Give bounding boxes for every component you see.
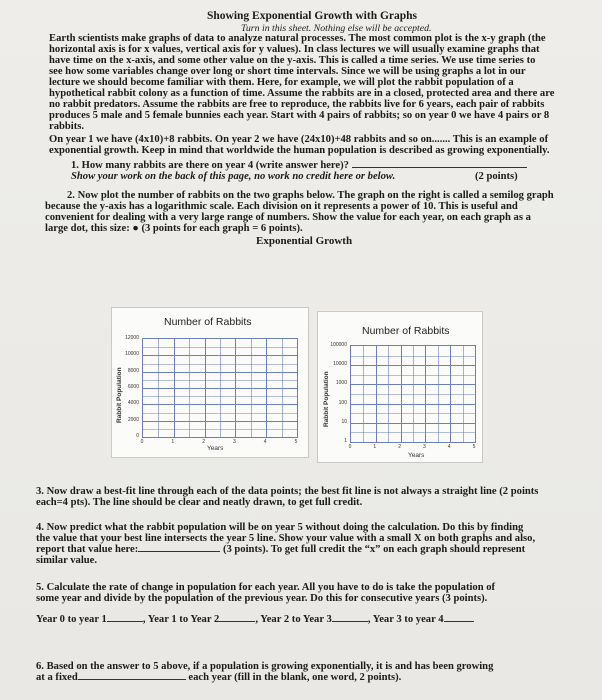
linear-chart-ylabel: Rabbit Population — [116, 367, 123, 423]
semilog-chart-ylabel: Rabbit Population — [323, 371, 330, 427]
intro-line: have time on the x-axis, and some other value on the y-axis. This is called a time series. We use time series to — [49, 55, 536, 66]
q4-line: similar value. — [36, 555, 98, 566]
q2-line: convenient for dealing with a very large range of numbers. Show the value for each year, on each graph as a — [45, 212, 531, 223]
q5-answer-blank[interactable] — [219, 621, 255, 622]
q6-line2 — [36, 672, 401, 683]
q5-item-label: , Year 3 to year 4 — [367, 614, 444, 625]
x-tick-label: 0 — [348, 444, 352, 450]
x-tick-label: 1 — [373, 444, 377, 450]
x-tick-label: 3 — [423, 444, 426, 450]
intro-line: see how some variables change over long or short time intervals. Since we will be using graphs a lot in our — [49, 66, 526, 77]
y-tick-label: 6000 — [127, 384, 139, 390]
page-subtitle: Turn in this sheet. Nothing else will be accepted. — [241, 23, 432, 34]
intro2-line: On year 1 we have (4x10)+8 rabbits. On year 2 we have (24x10)+48 rabbits and so on....... This is an example of — [49, 134, 549, 145]
q3-line: 3. Now draw a best-fit line through each of the data points; the best fit line is not always a straight line (2 points — [36, 486, 539, 497]
x-tick-label: 2 — [202, 439, 205, 445]
y-tick-label: 0 — [136, 433, 139, 439]
x-tick-label: 5 — [294, 439, 298, 445]
q1-answer-blank[interactable] — [352, 167, 527, 168]
linear-chart — [111, 307, 309, 458]
q6-after: each year (fill in the blank, one word, 2 points). — [185, 672, 402, 683]
q2-last-after: (3 points for each graph = 6 points). — [138, 223, 303, 234]
q2-last-line — [45, 223, 303, 234]
page-title: Showing Exponential Growth with Graphs — [207, 10, 418, 22]
semilog-chart-title: Number of Rabbits — [362, 325, 450, 337]
y-tick-label: 100 — [338, 399, 347, 406]
q5-line: 5. Calculate the rate of change in population for each year. All you have to do is take the population of — [36, 582, 496, 593]
q4-answer-blank[interactable] — [138, 551, 220, 552]
x-tick-label: 3 — [233, 439, 236, 445]
q5-answer-blank[interactable] — [107, 621, 143, 622]
y-tick-label: 1 — [344, 438, 347, 444]
q5-item-label: , Year 2 to Year 3 — [255, 614, 332, 625]
q6-line: 6. Based on the answer to 5 above, if a population is growing exponentially, it is and has been growing — [36, 661, 494, 672]
dot-size-example: ● — [132, 223, 139, 234]
intro-line: no rabbit predators. Assume the rabbits are free to reproduce, the rabbits live for 6 years, each pair of rabbits — [49, 99, 545, 110]
x-tick-label: 5 — [472, 444, 476, 450]
x-tick-label: 4 — [447, 444, 451, 450]
q5-answers — [36, 614, 474, 625]
y-tick-label: 1000 — [335, 380, 347, 387]
linear-plot-area[interactable] — [142, 338, 298, 438]
x-tick-label: 1 — [171, 439, 175, 445]
linear-chart-xlabel: Years — [207, 445, 224, 452]
q1-instructions: Show your work on the back of this page, no work no credit here or below. — [71, 171, 396, 182]
q1-points: (2 points) — [475, 171, 518, 182]
y-tick-label: 2000 — [127, 416, 139, 423]
x-tick-label: 2 — [398, 444, 401, 450]
q5-line: some year and divide by the population of the previous year. Do this for consecutive years (3 points). — [36, 593, 488, 604]
q4-line3 — [36, 544, 525, 555]
y-tick-label: 10000 — [125, 351, 139, 358]
x-tick-label: 0 — [140, 439, 144, 445]
q2-line: because the y-axis has a logarithmic scale. Each division on it represents a power of 10. This is useful and — [45, 201, 518, 212]
q4-line: 4. Now predict what the rabbit population will be on year 5 without doing the calculation. Do this by finding — [36, 522, 524, 533]
q2-line: 2. Now plot the number of rabbits on the two graphs below. The graph on the right is called a semilog graph — [67, 190, 554, 201]
y-tick-label: 10 — [341, 418, 347, 425]
intro-line: produces 5 male and 5 female bunnies each year. Start with 4 pairs of rabbits; so on year 0 we have 4 pairs or 8 — [49, 110, 550, 121]
y-tick-label: 100000 — [330, 342, 347, 348]
grid-lines — [143, 339, 297, 437]
q2-last-before: large dot, this size: — [45, 223, 133, 234]
y-tick-label: 8000 — [127, 367, 139, 374]
q5-item-label: , Year 1 to Year 2 — [142, 614, 220, 625]
semilog-chart-xlabel: Years — [408, 452, 425, 459]
intro-line: lecture we should become familiar with them. Here, for example, we will plot the rabbit population of a — [49, 77, 514, 88]
q4-report-label: report that value here: — [36, 544, 139, 555]
section-title: Exponential Growth — [256, 235, 353, 247]
semilog-chart — [317, 311, 483, 463]
q4-report-after: (3 points). To get full credit the “x” on each graph should represent — [220, 544, 526, 555]
intro-line: horizontal axis is for x values, vertical axis for y values). In class lectures we will usually examine graphs that — [49, 44, 540, 55]
q6-answer-blank[interactable] — [78, 679, 186, 680]
y-tick-label: 4000 — [127, 400, 139, 407]
intro-line: hypothetical rabbit colony as a function of time. Assume the rabbits are in a closed, protected area and there are — [49, 88, 555, 99]
y-tick-label: 10000 — [333, 361, 347, 368]
q5-answer-blank[interactable] — [332, 621, 368, 622]
intro-line: rabbits. — [49, 121, 85, 132]
q1-text: 1. How many rabbits are there on year 4 (write answer here)? — [71, 160, 349, 171]
semilog-plot-area[interactable] — [350, 345, 476, 443]
y-tick-label: 12000 — [125, 335, 139, 341]
q5-answer-blank[interactable] — [444, 621, 474, 622]
q4-line: the value that your best line intersects the year 5 line. Show your value with a small X on both graphs and also, — [36, 533, 536, 544]
q6-before: at a fixed — [36, 672, 78, 683]
q1-prompt — [71, 160, 527, 171]
x-tick-label: 4 — [263, 439, 267, 445]
q3-line: each=4 pts). The line should be clear and neatly drawn, to get full credit. — [36, 497, 363, 508]
linear-chart-title: Number of Rabbits — [164, 316, 252, 328]
intro-line: Earth scientists make graphs of data to analyze natural processes. The most common plot is the x-y graph (the — [49, 33, 546, 44]
grid-lines — [351, 346, 475, 442]
q5-item-label: Year 0 to year 1 — [36, 614, 107, 625]
intro2-line: exponential growth. Keep in mind that worldwide the human population is described as growing exponentially. — [49, 145, 550, 156]
